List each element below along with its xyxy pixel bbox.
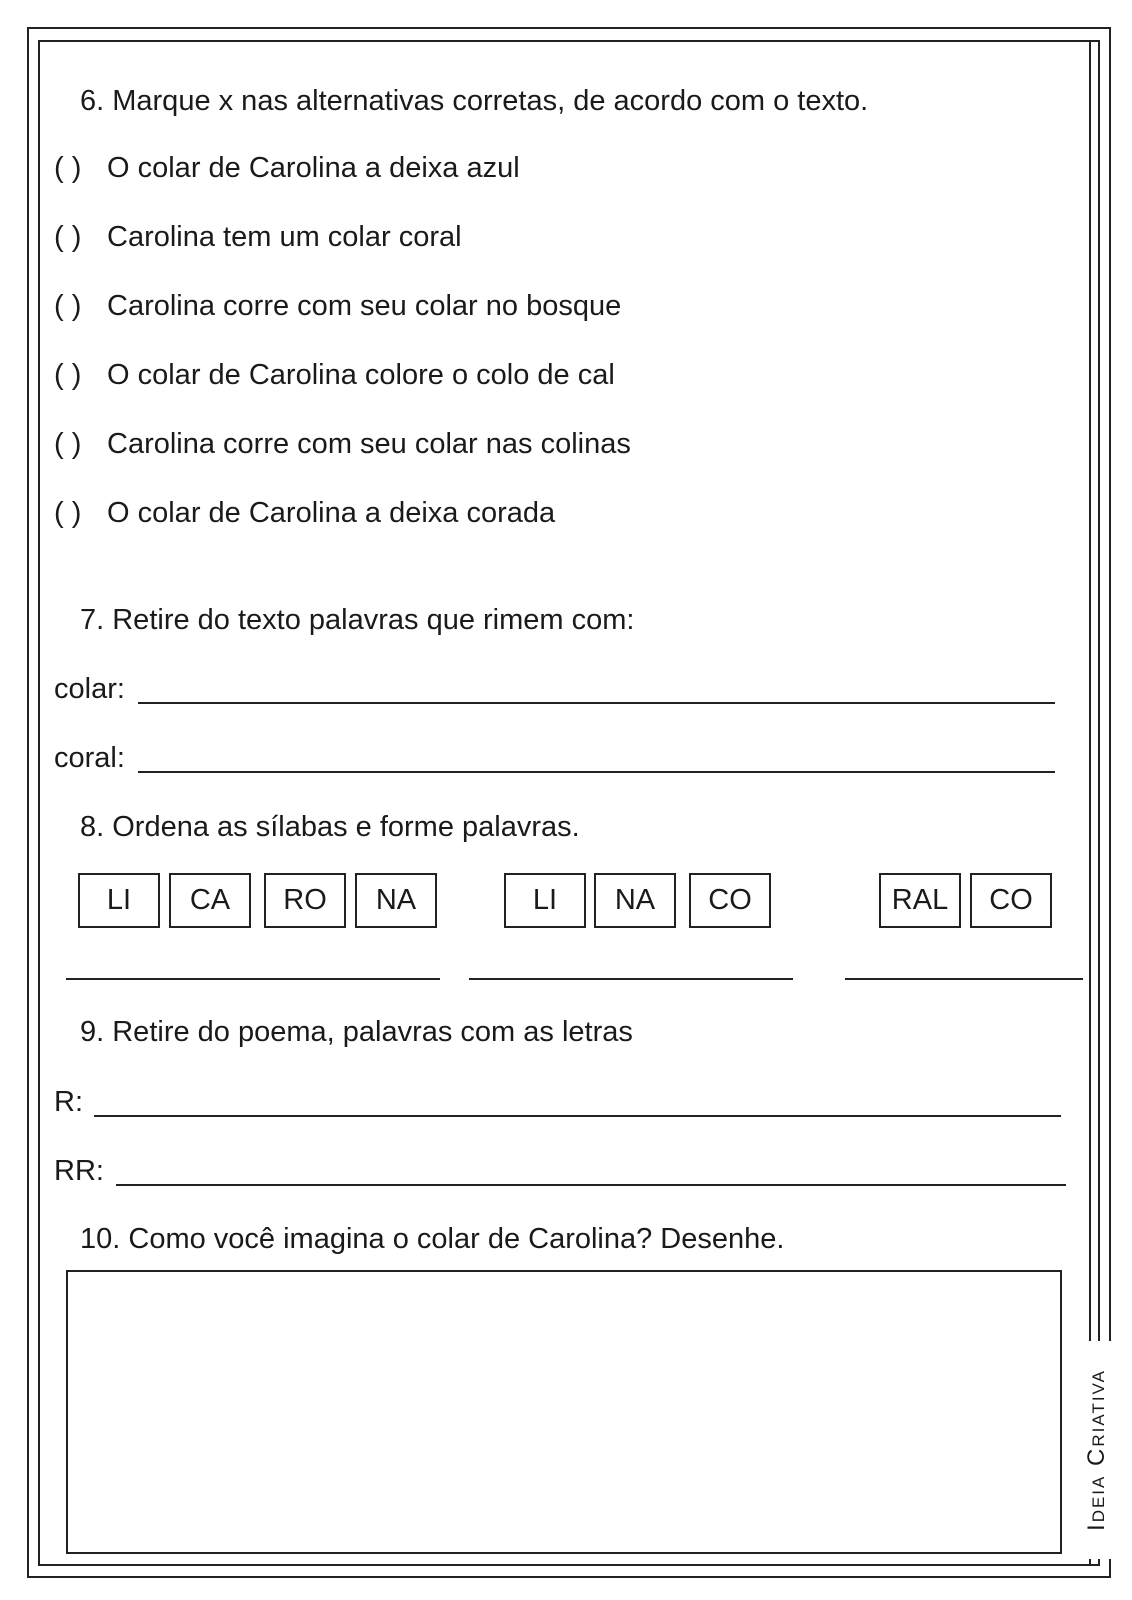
coral-label: coral: bbox=[54, 742, 125, 774]
checkbox-parentheses[interactable]: ( ) bbox=[54, 290, 82, 322]
syllable-box: NA bbox=[594, 873, 676, 928]
question-9-title: 9. Retire do poema, palavras com as letras bbox=[80, 1016, 633, 1048]
colar-answer-line[interactable] bbox=[138, 702, 1055, 704]
syllable-box: CA bbox=[169, 873, 251, 928]
option-text: O colar de Carolina a deixa azul bbox=[107, 152, 520, 184]
checkbox-parentheses[interactable]: ( ) bbox=[54, 152, 82, 184]
option-text: Carolina tem um colar coral bbox=[107, 221, 462, 253]
syllable-box: RO bbox=[264, 873, 346, 928]
r-label: R: bbox=[54, 1086, 83, 1118]
question-7-title: 7. Retire do texto palavras que rimem com: bbox=[80, 604, 635, 636]
option-5[interactable] bbox=[54, 427, 631, 461]
checkbox-parentheses[interactable]: ( ) bbox=[54, 497, 82, 529]
word-2-answer-line[interactable] bbox=[469, 978, 793, 980]
question-10-title: 10. Como você imagina o colar de Carolina? Desenhe. bbox=[80, 1223, 785, 1255]
r-answer-line[interactable] bbox=[94, 1115, 1061, 1117]
rr-label: RR: bbox=[54, 1155, 104, 1187]
option-3[interactable] bbox=[54, 289, 621, 323]
checkbox-parentheses[interactable]: ( ) bbox=[54, 359, 82, 391]
syllable-box: NA bbox=[355, 873, 437, 928]
option-1[interactable] bbox=[54, 151, 520, 185]
syllable-box: CO bbox=[970, 873, 1052, 928]
option-text: O colar de Carolina a deixa corada bbox=[107, 497, 556, 529]
syllable-box: LI bbox=[78, 873, 160, 928]
option-2[interactable] bbox=[54, 220, 462, 254]
colar-label: colar: bbox=[54, 673, 125, 705]
question-6-title: 6. Marque x nas alternativas corretas, de acordo com o texto. bbox=[80, 85, 869, 117]
syllable-box: CO bbox=[689, 873, 771, 928]
option-4[interactable] bbox=[54, 358, 615, 392]
rr-answer-line[interactable] bbox=[116, 1184, 1066, 1186]
syllable-box: RAL bbox=[879, 873, 961, 928]
option-text: O colar de Carolina colore o colo de cal bbox=[107, 359, 615, 391]
coral-answer-line[interactable] bbox=[138, 771, 1055, 773]
brand-logo: Ideia Criativa bbox=[1083, 1369, 1110, 1531]
checkbox-parentheses[interactable]: ( ) bbox=[54, 428, 82, 460]
option-6[interactable] bbox=[54, 496, 555, 530]
option-text: Carolina corre com seu colar nas colinas bbox=[107, 428, 631, 460]
drawing-area[interactable] bbox=[66, 1270, 1062, 1554]
word-1-answer-line[interactable] bbox=[66, 978, 440, 980]
syllable-box: LI bbox=[504, 873, 586, 928]
side-rule bbox=[1089, 40, 1091, 1566]
question-8-title: 8. Ordena as sílabas e forme palavras. bbox=[80, 811, 580, 843]
option-text: Carolina corre com seu colar no bosque bbox=[107, 290, 622, 322]
word-3-answer-line[interactable] bbox=[845, 978, 1083, 980]
checkbox-parentheses[interactable]: ( ) bbox=[54, 221, 82, 253]
